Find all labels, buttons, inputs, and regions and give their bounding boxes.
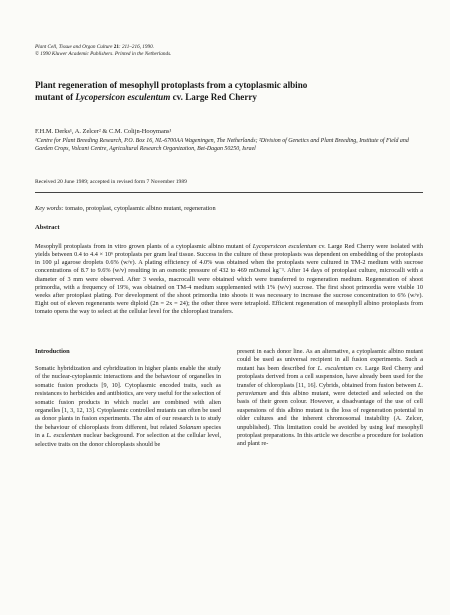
received-dates: Received 20 June 1989; accepted in revised form 7 November 1989 — [35, 179, 187, 185]
title-line-2: mutant of Lycopersicon esculentum cv. Large Red Cherry — [35, 92, 257, 102]
divider — [35, 192, 423, 193]
intro-right-column: present in each donor line. As an alternative, a cytoplasmic albino mutant could be used as universal recipient in all fusion experiments. Such a mutant has been described for L. esculentum cv. Large Red Cherry and protoplasts derived from a cell suspension, have already been used for the transfer of chloroplasts [11, 16]. Cybrids, obtained from fusion between L. peruvianum and this albino mutant, were detected and selected on the basis of their green colour. However, a disadvantage of the use of cell suspensions of this albino mutant is the loss of regeneration potential in older cultures and the inherent chromosomal instability (A. Zelcer, unpublished). This limitation could be avoided by using leaf mesophyll protoplast preparations. In this article we describe a procedure for isolation and plant re- — [237, 348, 424, 448]
journal-pages: : 211–216, 1990. — [118, 44, 154, 50]
title-line-1: Plant regeneration of mesophyll protoplasts from a cytoplasmic albino — [35, 80, 308, 90]
journal-volume: 21 — [113, 44, 119, 50]
journal-copyright: © 1990 Kluwer Academic Publishers. Printed in the Netherlands. — [35, 50, 172, 57]
title-species: Lycopersicon esculentum — [75, 92, 171, 102]
abstract-heading: Abstract — [35, 224, 60, 231]
journal-header — [35, 44, 171, 57]
journal-name: Plant Cell, Tissue and Organ Culture — [35, 44, 113, 50]
introduction-heading: Introduction — [35, 348, 70, 355]
authors: F.H.M. Derks¹, A. Zelcer² & C.M. Colijn-Hooymans¹ — [35, 128, 172, 135]
affiliations: ¹Centre for Plant Breeding Research, P.O. Box 16, NL-6700AA Wageningen, The Netherlands; ²Division of Genetics and Plant Breeding, Institute of Field and Garden Crops, Volcani Centre, Agricultural Research Organization, Bet-Dagan 50250, Israel — [35, 138, 409, 152]
intro-left-column: Somatic hybridization and cybridization in higher plants enable the study of the nuclear-cytoplasmic interactions and the behaviour of organelles in somatic fusion products [9, 10]. Cytoplasmic encoded traits, such as resistances to herbicides and antibiotics, are very useful for the selection of somatic fusion products in which nuclei are combined with alien organelles [1, 3, 12, 13]. Cytoplasmic controlled mutants can often be used as donor plants in fusion experiments. The aim of our research is to study the behaviour of chloroplasts from different, but related Solanum species in a L. esculentum nuclear background. For selection at the cellular level, selective traits on the donor chloroplasts should be — [35, 365, 222, 448]
keywords — [35, 205, 216, 212]
abstract-body: Mesophyll protoplasts from in vitro grown plants of a cytoplasmic albino mutant of Lycopersicon esculentum cv. Large Red Cherry were isolated with yields between 0.4 to 4.4 × 10⁶ protoplasts per gram leaf tissue. Success in the culture of these protoplasts was dependent on embedding of the protoplasts in 100 µl agarose droplets 0.6% (w/v). A plating efficiency of 4.0% was obtained when the protoplasts were cultured in TM-2 medium with sucrose concentrations of 8.7 to 9.6% (w/v) resulting in an osmotic pressure of 432 to 469 mOsmol kg⁻¹. After 14 days of protoplast culture, microcalli with a diameter of 3 mm were observed. After 3 weeks, macrocalli were obtained which were transferred to regeneration medium. Regeneration of shoot primordia, with a frequency of 19%, was obtained on TM-4 medium supplemented with 1% (w/v) sucrose. The first shoot primordia were visible 10 weeks after protoplast plating. For development of the shoot primordia into shoots it was necessary to increase the sucrose concentration to 6% (w/v). Eight out of eleven regenerants were diploid (2n = 2x = 24); the other three were tetraploid. Efficient regeneration of mesophyll albino protoplasts from tomato opens the way to select at the cellular level for the chloroplast transfers. — [35, 243, 423, 316]
journal-citation — [35, 44, 171, 51]
keywords-text: tomato, protoplast, cytoplasmic albino mutant, regeneration — [63, 205, 216, 212]
keywords-label: Key words: — [35, 205, 64, 212]
article-title — [35, 79, 415, 103]
